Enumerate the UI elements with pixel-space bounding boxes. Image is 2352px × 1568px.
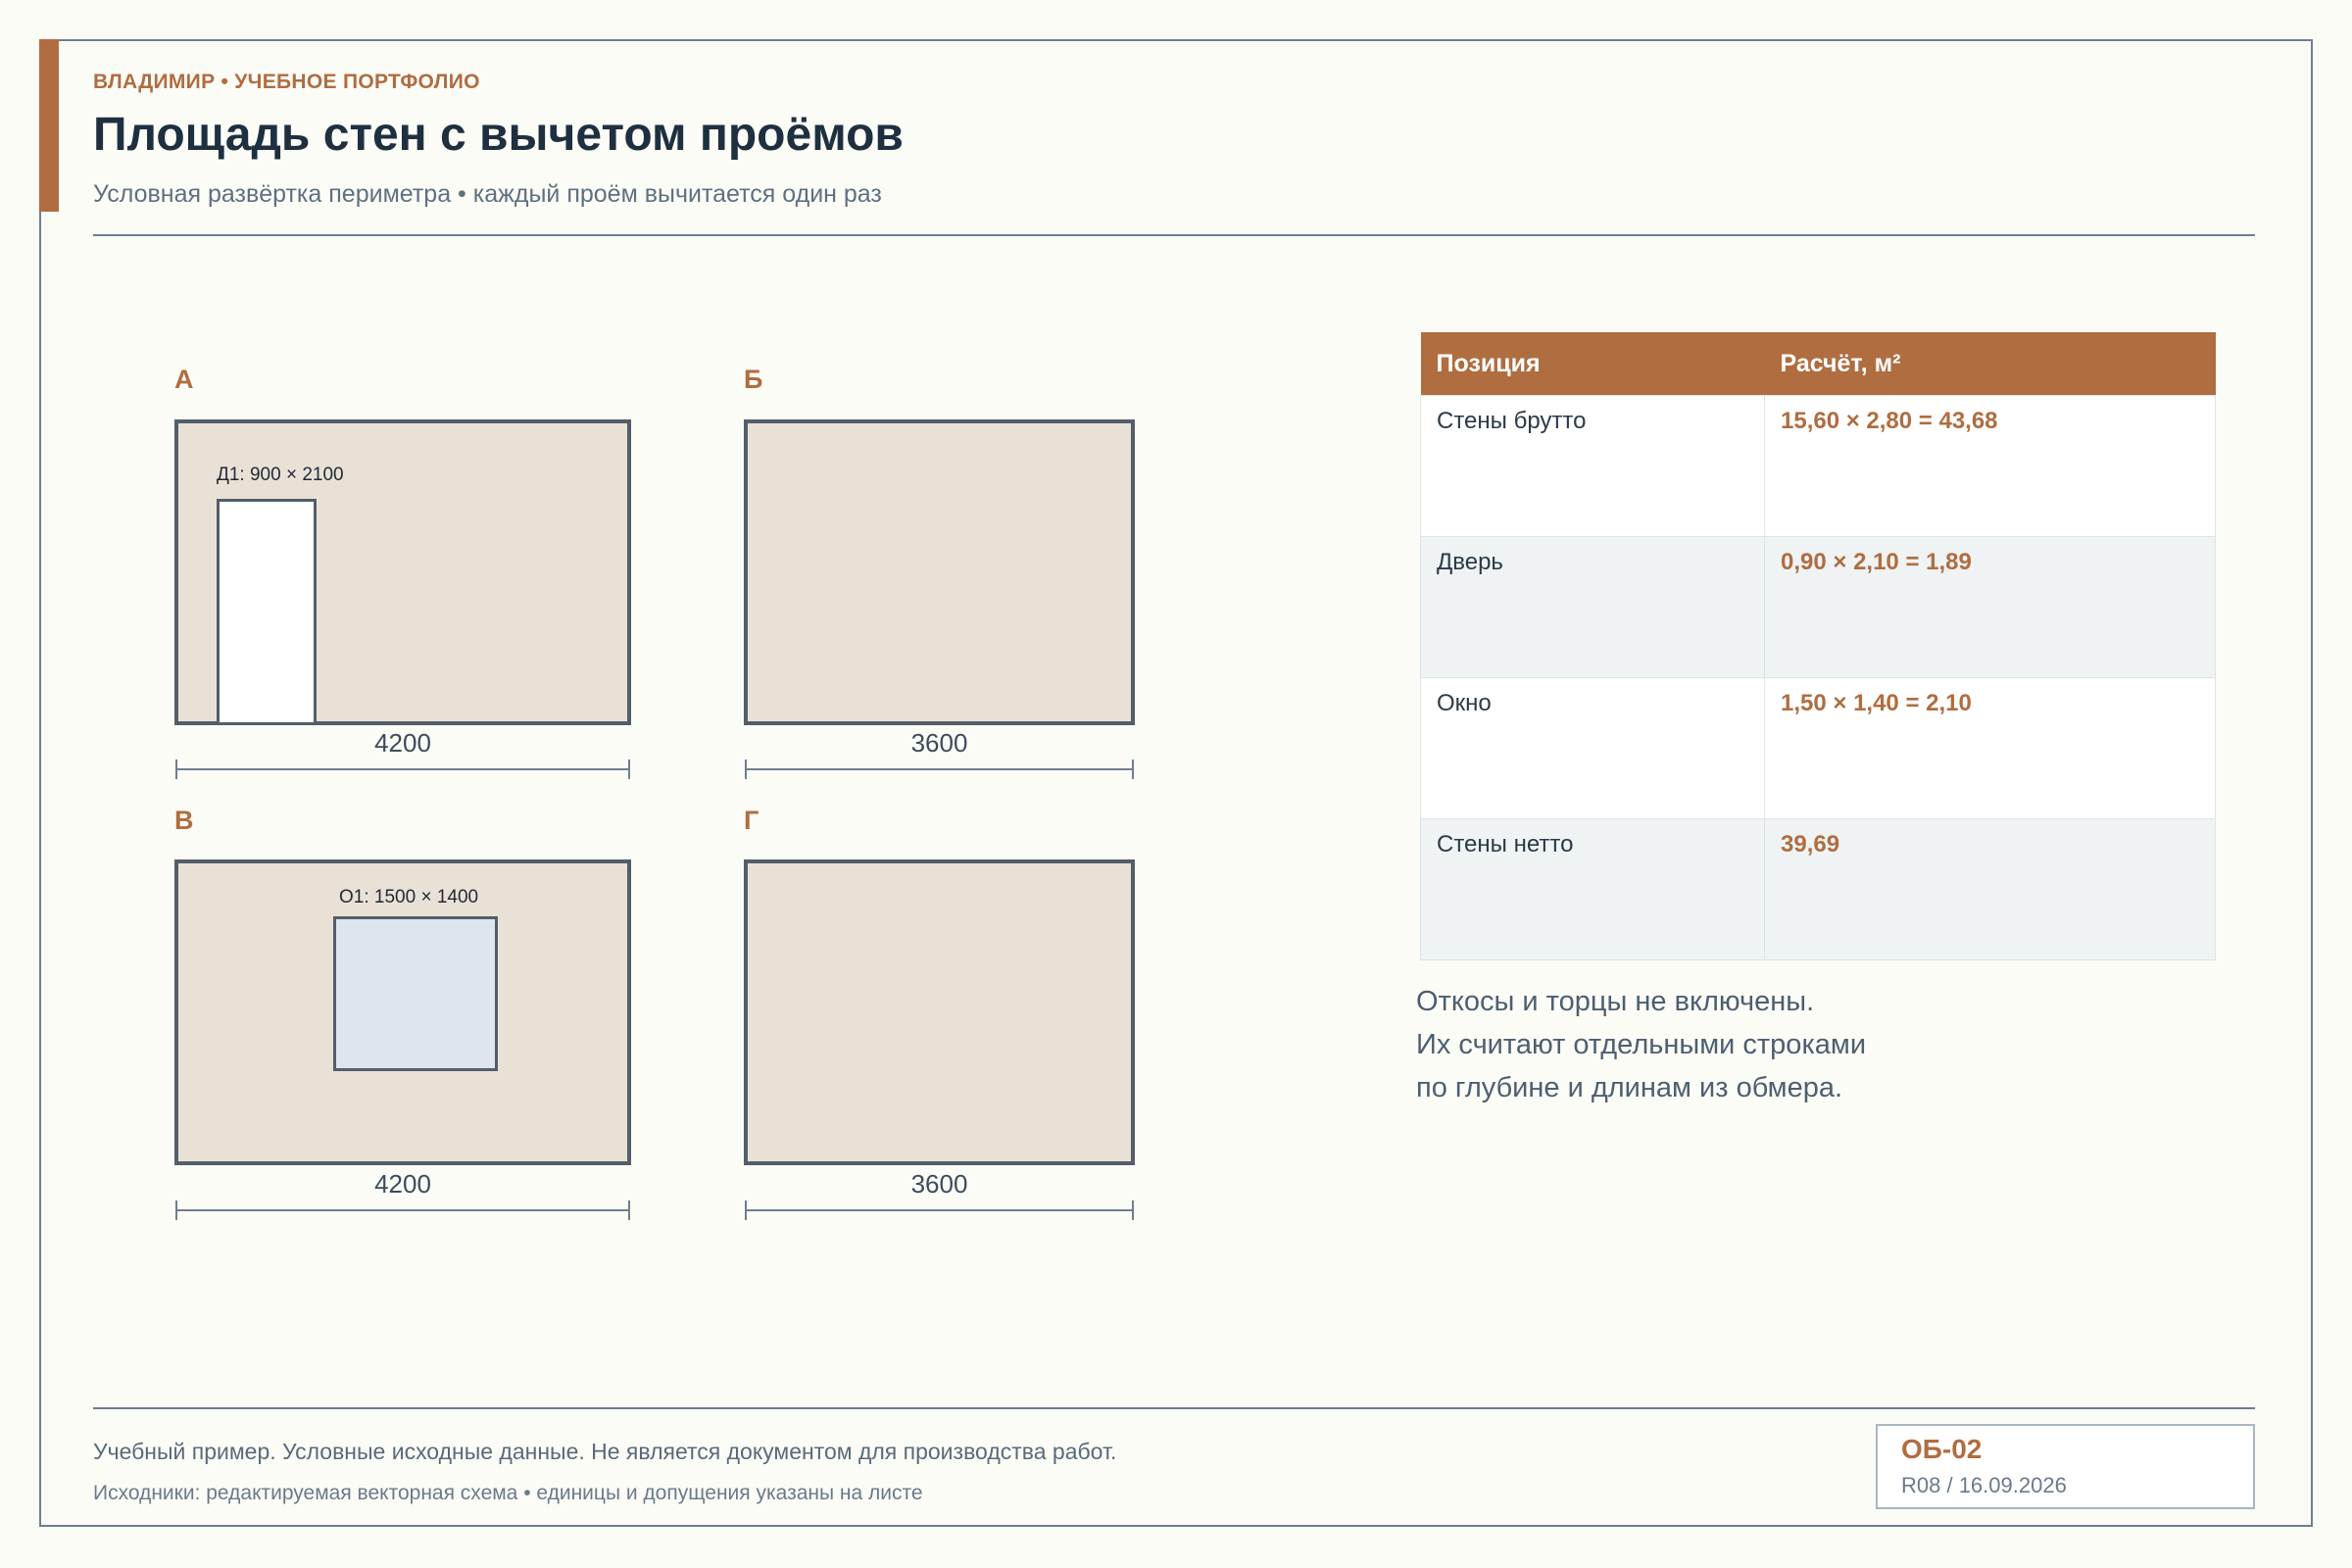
dimension-tick [175,1200,177,1220]
row-position: Дверь [1421,537,1765,678]
column-header-position: Позиция [1421,332,1765,396]
accent-bar [39,39,59,212]
row-calc: 0,90 × 2,10 = 1,89 [1765,537,2216,678]
row-position: Стены брутто [1421,396,1765,537]
window-label: О1: 1500 × 1400 [339,887,479,907]
exclusions-note [1416,980,2004,1109]
dimension-tick [745,1200,747,1220]
wall-a-panel [174,419,631,725]
table-header-row [1421,332,2216,396]
wall-c-dimension: 4200 [374,1169,431,1199]
table-row [1421,819,2216,960]
header-divider [93,234,2255,236]
footer-sources: Исходники: редактируемая векторная схема • единицы и допущения указаны на листе [93,1482,923,1504]
note-line: Откосы и торцы не включены. [1416,986,1815,1017]
wall-label-c: В [174,806,194,835]
dimension-tick [175,760,177,779]
table-row [1421,396,2216,537]
wall-a-dimension-line [176,768,629,770]
wall-label-a: А [174,365,194,394]
dimension-tick [745,760,747,779]
wall-label-b: Б [744,365,763,394]
window-opening [333,916,498,1071]
calculation-table [1420,332,2216,960]
dimension-tick [628,1200,630,1220]
title-block-stamp [1876,1424,2255,1509]
sheet-code: ОБ-02 [1901,1434,1983,1464]
table-row [1421,537,2216,678]
wall-d-dimension: 3600 [910,1169,968,1199]
page-subtitle: Условная развёртка периметра • каждый проём вычитается один раз [93,180,882,208]
wall-c-dimension-line [176,1209,629,1211]
door-label: Д1: 900 × 2100 [217,465,344,485]
row-position: Стены нетто [1421,819,1765,960]
wall-d-dimension-line [746,1209,1133,1211]
page-title: Площадь стен с вычетом проёмов [93,109,904,161]
wall-a-dimension: 4200 [374,728,431,758]
wall-b-dimension: 3600 [910,728,968,758]
door-opening [217,499,317,725]
footer-divider [93,1407,2255,1409]
row-position: Окно [1421,678,1765,819]
dimension-tick [1132,1200,1134,1220]
footer-disclaimer: Учебный пример. Условные исходные данные. Не является документом для производства работ. [93,1439,1117,1464]
sheet-revision: R08 / 16.09.2026 [1901,1473,2067,1497]
wall-d-panel [744,859,1135,1165]
row-calc: 15,60 × 2,80 = 43,68 [1765,396,2216,537]
dimension-tick [1132,760,1134,779]
wall-label-d: Г [744,806,760,835]
header-eyebrow: ВЛАДИМИР • УЧЕБНОЕ ПОРТФОЛИО [93,71,480,93]
row-calc: 1,50 × 1,40 = 2,10 [1765,678,2216,819]
note-line: по глубине и длинам из обмера. [1416,1072,1843,1103]
row-calc: 39,69 [1765,819,2216,960]
column-header-calc: Расчёт, м² [1765,332,2216,396]
wall-c-panel [174,859,631,1165]
wall-b-dimension-line [746,768,1133,770]
note-line: Их считают отдельными строками [1416,1029,1867,1060]
dimension-tick [628,760,630,779]
table-row [1421,678,2216,819]
wall-b-panel [744,419,1135,725]
